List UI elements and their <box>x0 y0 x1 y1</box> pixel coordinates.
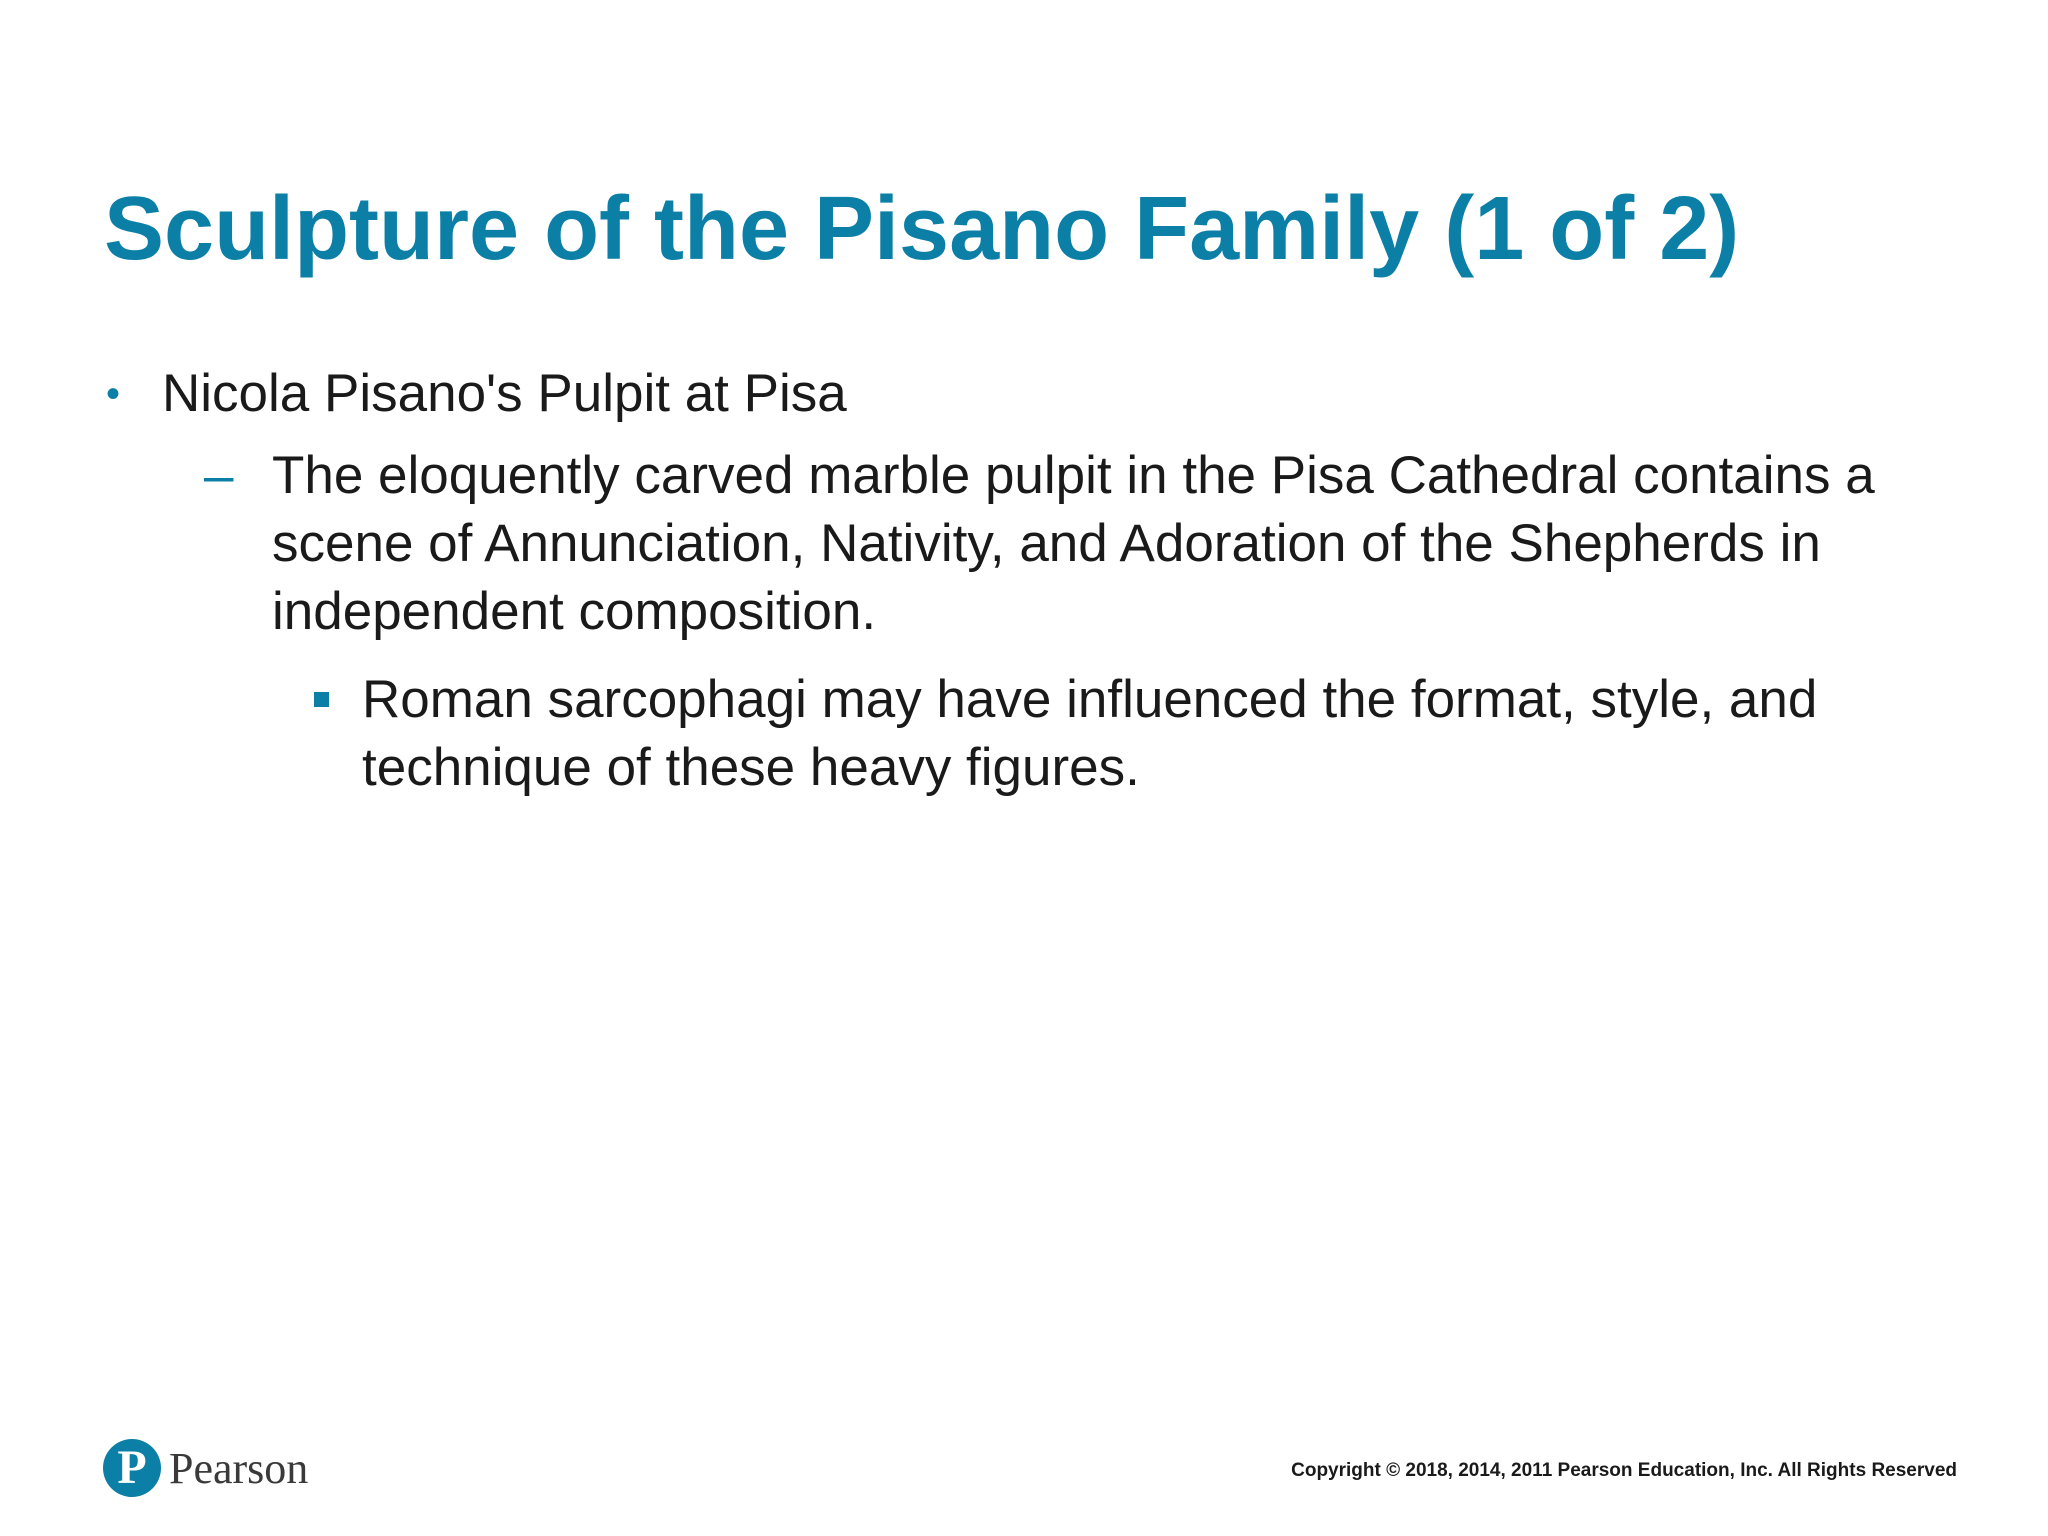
slide-content <box>0 360 2048 802</box>
pearson-logo <box>103 1435 308 1501</box>
pearson-p-icon <box>103 1439 161 1497</box>
bullet-level-2 <box>0 442 1972 646</box>
bullet-text: Nicola Pisano's Pulpit at Pisa <box>162 364 847 423</box>
slide-title: Sculpture of the Pisano Family (1 of 2) <box>104 179 1740 279</box>
bullet-level-3 <box>0 666 1962 802</box>
dash-bullet-icon: – <box>204 446 234 505</box>
copyright-notice: Copyright © 2018, 2014, 2011 Pearson Education, Inc. All Rights Reserved <box>1291 1460 1957 1481</box>
bullet-level-1 <box>0 360 2048 428</box>
logo-mark: P <box>117 1441 147 1494</box>
sub-sub-bullet-text: Roman sarcophagi may have influenced the format, style, and technique of these heavy figures. <box>362 670 1818 797</box>
logo-wordmark: Pearson <box>169 1443 309 1493</box>
bullet-dot-icon: • <box>106 372 121 416</box>
square-bullet-icon <box>314 692 329 707</box>
sub-bullet-text: The eloquently carved marble pulpit in the Pisa Cathedral contains a scene of Annunciation, Nativity, and Adoration of the Shepherds in independent composition. <box>272 446 1875 641</box>
